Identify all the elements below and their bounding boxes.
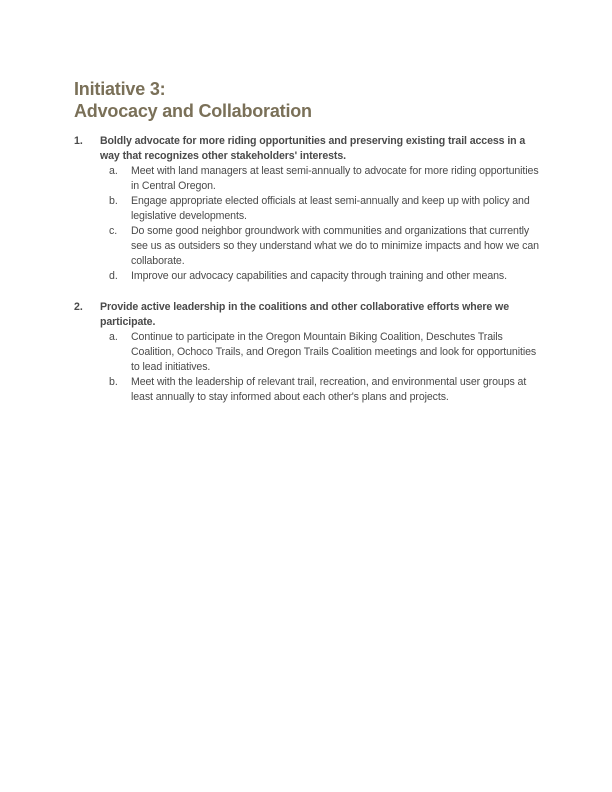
goal-subitems: [74, 330, 544, 405]
subitem: [109, 224, 544, 269]
goal-item: [74, 134, 544, 284]
subitem-text: Meet with the leadership of relevant trail, recreation, and environmental user groups at least annually to stay informed about each other's plans and projects.: [131, 376, 527, 403]
goal-text: Boldly advocate for more riding opportunities and preserving existing trail access in a way that recognizes other stakeholders' interests.: [100, 135, 526, 162]
subitem: [109, 269, 544, 284]
initiative-heading: [74, 78, 554, 122]
subitem: [109, 330, 544, 375]
subitem: [109, 164, 544, 194]
subitem-text: Meet with land managers at least semi-annually to advocate for more riding opportunities in Central Oregon.: [131, 165, 539, 192]
subitem-text: Do some good neighbor groundwork with communities and organizations that currently see us as outsiders so they understand what we do to minimize impacts and how we can collaborate.: [131, 225, 539, 267]
goal-number: 1.: [74, 135, 83, 147]
subitem-letter: d.: [109, 270, 118, 282]
subitem: [109, 375, 544, 405]
subitem-text: Continue to participate in the Oregon Mountain Biking Coalition, Deschutes Trails Coalition, Ochoco Trails, and Oregon Trails Coalition meetings and look for opportunities to lead initiatives.: [131, 331, 537, 373]
subitem-text: Engage appropriate elected officials at least semi-annually and keep up with policy and legislative developments.: [131, 195, 530, 222]
subitem-letter: a.: [109, 331, 118, 343]
subitem-letter: a.: [109, 165, 118, 177]
goals-list: [74, 134, 544, 421]
subitem-letter: c.: [109, 225, 118, 237]
subitem-text: Improve our advocacy capabilities and capacity through training and other means.: [131, 270, 507, 282]
subitem: [109, 194, 544, 224]
subitem-letter: b.: [109, 376, 118, 388]
goal-text: Provide active leadership in the coalitions and other collaborative efforts where we participate.: [100, 301, 509, 328]
subitem-letter: b.: [109, 195, 118, 207]
goal-number: 2.: [74, 301, 83, 313]
goal-subitems: [74, 164, 544, 284]
goal-item: [74, 300, 544, 405]
initiative-title: Advocacy and Collaboration: [74, 101, 312, 121]
initiative-number: Initiative 3:: [74, 79, 166, 99]
